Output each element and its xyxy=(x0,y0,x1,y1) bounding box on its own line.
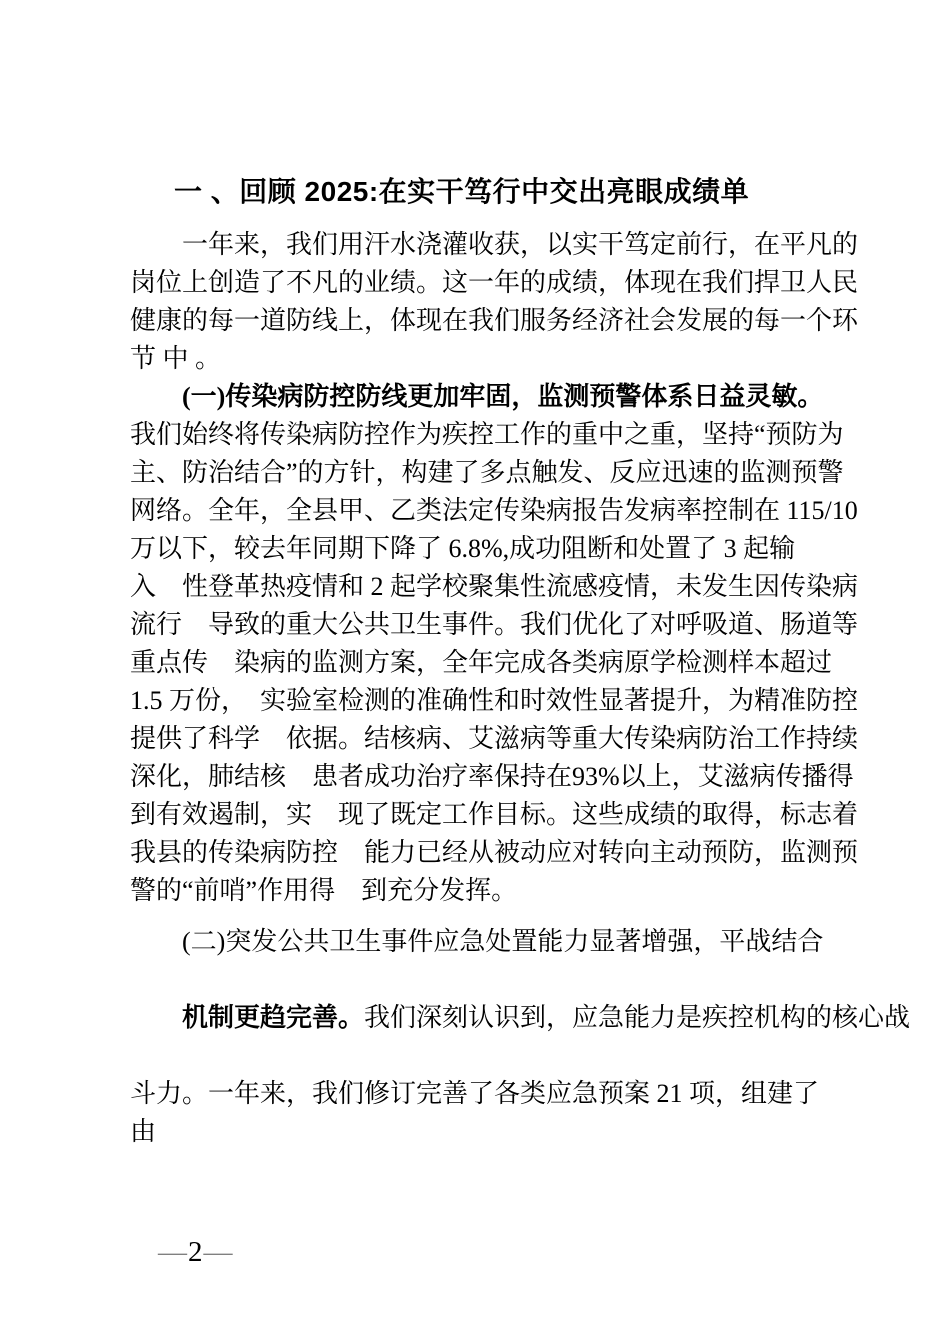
text-line: 一年来，我们用汗水浇灌收获，以实干笃定前行，在平凡的 xyxy=(182,230,859,259)
section-2-heading-bold: 机制更趋完善。 xyxy=(182,1003,365,1032)
section-1-lines xyxy=(130,416,859,910)
section-2-heading-line: (二)突发公共卫生事件应急处置能力显著增强，平战结合 xyxy=(182,927,824,956)
text-line: 重点传 染病的监测方案，全年完成各类病原学检测样本超过 xyxy=(130,648,833,677)
text-line: 深化，肺结核 患者成功治疗率保持在93%以上，艾滋病传播得 xyxy=(130,762,854,791)
text-line: 万以下，较去年同期下降了 6.8%,成功阻断和处置了 3 起输 xyxy=(130,534,796,563)
footer-page-number xyxy=(158,1236,233,1268)
text-line: 网络。全年，全县甲、乙类法定传染病报告发病率控制在 115/10 xyxy=(130,496,858,525)
section-2 xyxy=(130,923,911,1151)
main-heading: 一 、回顾 2025:在实干笃行中交出亮眼成绩单 xyxy=(174,176,750,207)
text-line: 岗位上创造了不凡的业绩。这一年的成绩，体现在我们捍卫人民 xyxy=(130,268,859,297)
section-1 xyxy=(130,378,859,910)
section-1-heading: (一)传染病防控防线更加牢固，监测预警体系日益灵敏。 xyxy=(182,382,824,411)
text-line: 健康的每一道防线上，体现在我们服务经济社会发展的每一个环 xyxy=(130,306,859,335)
text-line: 我县的传染病防控 能力已经从被动应对转向主动预防，监测预 xyxy=(130,838,859,867)
text-line: 1.5 万份， 实验室检测的准确性和时效性显著提升，为精准防控 xyxy=(130,686,859,715)
section-2-body-text: 我们深刻认识到，应急能力是疾控机构的核心战 xyxy=(364,1003,911,1032)
text-line: 我们始终将传染病防控作为疾控工作的重中之重，坚持“预防为 xyxy=(130,420,844,449)
text-line: 警的“前哨”作用得 到充分发挥。 xyxy=(130,876,518,905)
text-line: 流行 导致的重大公共卫生事件。我们优化了对呼吸道、肠道等 xyxy=(130,610,859,639)
text-line: 由 xyxy=(130,1117,157,1146)
text-line: 入 性登革热疫情和 2 起学校聚集性流感疫情，未发生因传染病 xyxy=(130,572,859,601)
paragraph-intro xyxy=(130,226,859,378)
text-line: 节 中 。 xyxy=(130,344,222,373)
text-line: 主、防治结合”的方针，构建了多点触发、反应迅速的监测预警 xyxy=(130,458,844,487)
paragraph-intro-lines xyxy=(130,264,859,378)
text-line: 斗力。一年来，我们修订完善了各类应急预案 21 项，组建了 xyxy=(130,1079,820,1108)
text-line xyxy=(130,961,911,1075)
page-number-dash-left: — xyxy=(158,1236,187,1268)
page-number-dash-right: — xyxy=(203,1236,233,1268)
page-number-value: 2 xyxy=(188,1236,203,1268)
text-line: 提供了科学 依据。结核病、艾滋病等重大传染病防治工作持续 xyxy=(130,724,859,753)
text-line: 到有效遏制，实 现了既定工作目标。这些成绩的取得，标志着 xyxy=(130,800,859,829)
document-body xyxy=(130,172,911,1151)
